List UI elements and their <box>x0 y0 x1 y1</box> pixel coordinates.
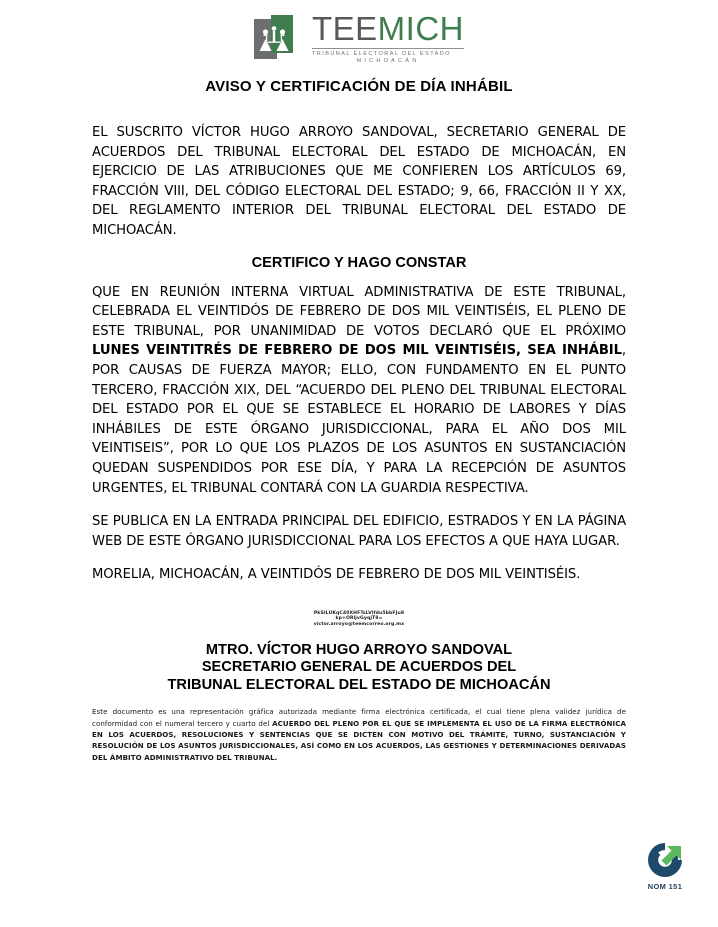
certification-text-before: QUE EN REUNIÓN INTERNA VIRTUAL ADMINISTRATIVA DE ESTE TRIBUNAL, CELEBRADA EL VEINTIDÓS DE FEBRERO DE DOS MIL VEINTISÉIS, EL PLENO DE ESTE TRIBUNAL, POR UNANIMIDAD DE VOTOS DECLARÓ QUE EL PRÓXIMO <box>92 284 626 339</box>
electronic-signature-token <box>92 611 626 628</box>
signature-token-line-2: kp+ORljvGyqjT8= <box>335 616 383 622</box>
paragraph-place-date: MORELIA, MICHOACÁN, A VEINTIDÓS DE FEBRERO DE DOS MIL VEINTISÉIS. <box>92 567 581 583</box>
signer-block <box>92 642 626 695</box>
paragraph-preamble: EL SUSCRITO VÍCTOR HUGO ARROYO SANDOVAL, SECRETARIO GENERAL DE ACUERDOS DEL TRIBUNAL ELECTORAL DEL ESTADO DE MICHOACÁN, EN EJERCICIO DE LAS ATRIBUCIONES QUE ME CONFIEREN LOS ARTÍCULOS 69, FRACCIÓN VIII, DEL CÓDIGO ELECTORAL DEL ESTADO; 9, 66, FRACCIÓN II Y XX, DEL REGLAMENTO INTERIOR DEL TRIBUNAL ELECTORAL DEL ESTADO DE MICHOACÁN. <box>92 125 626 238</box>
tribunal-emblem-icon <box>254 15 304 61</box>
inhabil-date-emphasis: LUNES VEINTITRÉS DE FEBRERO DE DOS MIL VEINTISÉIS, SEA INHÁBIL <box>92 343 622 359</box>
nom-badge-label: NOM 151 <box>647 882 683 891</box>
signer-name: MTRO. VÍCTOR HUGO ARROYO SANDOVAL <box>205 641 513 658</box>
logo-main-text <box>312 12 464 45</box>
paragraph-publication: SE PUBLICA EN LA ENTRADA PRINCIPAL DEL EDIFICIO, ESTRADOS Y EN LA PÁGINA WEB DE ESTE ÓRGANO JURISDICCIONAL PARA LOS EFECTOS A QUE HAYA LUGAR. <box>92 514 626 549</box>
signer-title-line1: SECRETARIO GENERAL DE ACUERDOS DEL <box>201 659 517 676</box>
logo-wordmark <box>312 12 464 64</box>
signer-title-line2: TRIBUNAL ELECTORAL DEL ESTADO DE MICHOACÁN <box>167 676 551 693</box>
nom-151-badge <box>634 840 696 891</box>
logo-subtitle-line1: TRIBUNAL ELECTORAL DEL ESTADO <box>311 51 451 57</box>
legal-disclaimer <box>92 706 626 763</box>
page-title: AVISO Y CERTIFICACIÓN DE DÍA INHÁBIL <box>205 78 513 95</box>
logo-mich-text: MICH <box>377 10 464 47</box>
teemich-logo <box>254 12 464 64</box>
paragraph-certification <box>92 283 626 499</box>
certification-heading: CERTIFICO Y HAGO CONSTAR <box>251 254 467 271</box>
document-body <box>0 123 718 694</box>
header-logo-block <box>0 0 718 62</box>
disclaimer-text-bold: ACUERDO DEL PLENO POR EL QUE SE IMPLEMENTA EL USO DE LA FIRMA ELECTRÓNICA EN LOS ACUERDOS, RESOLUCIONES Y SENTENCIAS QUE SE DICTEN CON MOTIVO DEL TRÁMITE, TURNO, SUSTANCIACIÓN Y RESOLUCIÓN DE LOS ASUNTOS JURISDICCIONALES, ASÍ COMO EN LOS ACUERDOS, LAS GESTIONES Y DETERMINACIONES DERIVADAS DEL ÁMBITO ADMINISTRATIVO DEL TRIBUNAL. <box>92 718 626 762</box>
logo-divider <box>312 48 464 49</box>
logo-subtitle-line2: MICHOACÁN <box>356 58 420 64</box>
certification-text-after: , POR CAUSAS DE FUERZA MAYOR; ELLO, CON FUNDAMENTO EN EL PUNTO TERCERO, FRACCIÓN XIX, DEL “ACUERDO DEL PLENO DEL TRIBUNAL ELECTORAL DEL ESTADO POR EL QUE SE ESTABLECE EL HORARIO DE LABORES Y DÍAS INHÁBILES DE ESTE ÓRGANO JURISDICCIONAL, PARA EL AÑO DOS MIL VEINTISEIS”, POR LO QUE LOS PLAZOS DE LOS ASUNTOS EN SUSTANCIACIÓN QUEDAN SUSPENDIDOS POR ESE DÍA, Y PARA LA RECEPCIÓN DE ASUNTOS URGENTES, EL TRIBUNAL CONTARÁ CON LA GUARDIA RESPECTIVA. <box>92 343 626 496</box>
signature-email: victor.arroyo@teemcorreo.org.mx <box>313 622 405 628</box>
signature-token-line-1: PkSILUKqC40XHFTsLVlfdu5bbFJu8 <box>313 610 405 616</box>
logo-tee-text: TEE <box>311 10 378 47</box>
disclaimer-text-normal: Este documento es una representación gráfica autorizada mediante firma electrónica certificada, el cual tiene plena validez jurídica de conformidad con el numeral tercero y cuarto del <box>92 707 626 728</box>
certification-seal-icon <box>645 840 685 880</box>
